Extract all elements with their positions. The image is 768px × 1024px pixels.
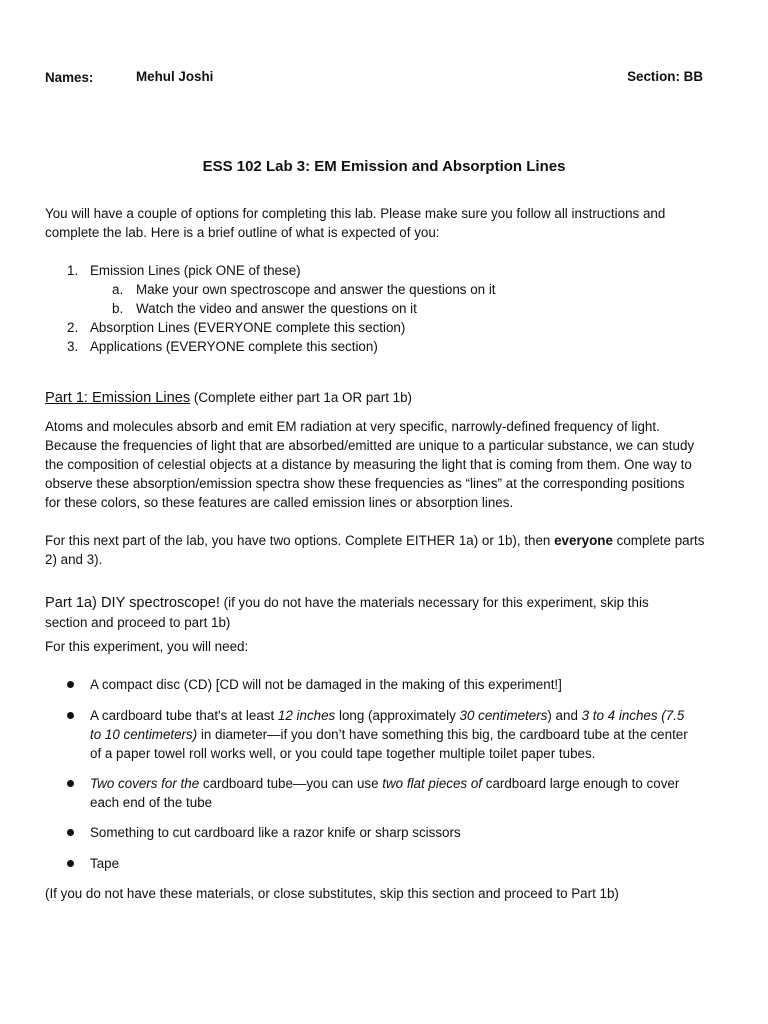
paragraph-line: Because the frequencies of light that are absorbed/emitted are unique to a particular substance, we can study: [45, 438, 695, 453]
text-run: complete parts: [612, 533, 705, 548]
bullet-text: A compact disc (CD) [CD will not be damaged in the making of this experiment!]: [90, 677, 562, 692]
outline-number: 2.: [67, 320, 79, 335]
bullet-text: Something to cut cardboard like a razor knife or sharp scissors: [90, 825, 461, 840]
outline-letter: b.: [112, 301, 124, 316]
outline-subitem-a: [112, 280, 496, 299]
closing-note: (If you do not have these materials, or close substitutes, skip this section and proceed to Part 1b): [45, 886, 619, 901]
bullet-line: each end of the tube: [90, 795, 213, 810]
part1a-label: Part 1a): [45, 595, 101, 611]
outline-text: Applications (EVERYONE complete this section): [90, 339, 378, 354]
text-run: cardboard large enough to cover: [485, 776, 680, 791]
paragraph-line: [45, 531, 725, 550]
outline-text: Make your own spectroscope and answer the questions on it: [136, 282, 496, 297]
outline-item-1: [67, 261, 301, 280]
part1a-title: DIY spectroscope!: [100, 595, 220, 611]
paragraph-line: for these colors, so these features are called emission lines or absorption lines.: [45, 495, 514, 510]
paragraph-line: the composition of celestial objects at a distance by measuring the light that is coming from them. One way to: [45, 457, 692, 472]
intro-line: complete the lab. Here is a brief outline of what is expected of you:: [45, 225, 440, 240]
bullet-icon: [67, 860, 74, 867]
bullet-icon: [67, 681, 74, 688]
outline-text: Emission Lines (pick ONE of these): [90, 263, 301, 278]
part1-paragraph: [45, 417, 725, 512]
outline-letter: a.: [112, 282, 124, 297]
italic-text: 30 centimeters: [459, 708, 548, 723]
bullet-line: of a paper towel roll works well, or you could tape together multiple toilet paper tubes.: [90, 746, 596, 761]
paragraph-line: 2) and 3).: [45, 552, 103, 567]
bullet-icon: [67, 780, 74, 787]
student-name: Mehul Joshi: [136, 69, 214, 84]
part1-heading: [45, 388, 725, 408]
part1a-note: (if you do not have the materials necessary for this experiment, skip this: [219, 595, 649, 610]
outline-text: Absorption Lines (EVERYONE complete this section): [90, 320, 406, 335]
italic-text: Two covers for the: [90, 776, 203, 791]
bullet-text: [90, 706, 720, 763]
italic-text: 3 to 4 inches (7.5: [581, 708, 685, 723]
part1-heading-note: (Complete either part 1a OR part 1b): [190, 390, 412, 405]
bullet-line: [90, 725, 720, 744]
paragraph-line: Atoms and molecules absorb and emit EM radiation at very specific, narrowly-defined frequency of light.: [45, 419, 660, 434]
options-paragraph: [45, 531, 725, 569]
text-run: long (approximately: [335, 708, 460, 723]
italic-text: two flat pieces of: [382, 776, 486, 791]
materials-intro: For this experiment, you will need:: [45, 639, 249, 654]
outline-number: 3.: [67, 339, 79, 354]
bullet-text: [90, 774, 720, 812]
names-label: Names:: [45, 70, 94, 85]
text-run: A cardboard tube that's at least: [90, 708, 278, 723]
outline-item-3: [67, 337, 378, 356]
text-run: cardboard tube—you can use: [202, 776, 383, 791]
bullet-text: Tape: [90, 856, 120, 871]
text-run: ) and: [547, 708, 582, 723]
intro-paragraph: [45, 204, 725, 242]
page-title: ESS 102 Lab 3: EM Emission and Absorption Lines: [202, 158, 566, 175]
emphasis-text: everyone: [554, 533, 613, 548]
text-run: For this next part of the lab, you have two options. Complete EITHER 1a) or 1b), then: [45, 533, 555, 548]
text-run: in diameter—if you don’t have something this big, the cardboard tube at the center: [197, 727, 688, 742]
bullet-icon: [67, 829, 74, 836]
bullet-icon: [67, 712, 74, 719]
part1a-heading: [45, 593, 725, 632]
outline-number: 1.: [67, 263, 79, 278]
bullet-line: [90, 706, 720, 725]
outline-item-2: [67, 318, 405, 337]
bullet-line: [90, 774, 720, 793]
italic-text: to 10 centimeters): [90, 727, 198, 742]
paragraph-line: observe these absorption/emission spectra show these frequencies as “lines” at the corresponding positions: [45, 476, 685, 491]
italic-text: 12 inches: [277, 708, 336, 723]
heading-line: section and proceed to part 1b): [45, 615, 231, 630]
part1-heading-text: Part 1: Emission Lines: [45, 390, 191, 406]
intro-line: You will have a couple of options for completing this lab. Please make sure you follow all instructions and: [45, 206, 666, 221]
outline-subitem-b: [112, 299, 417, 318]
section-label: Section: BB: [627, 69, 703, 84]
heading-line: [45, 593, 725, 613]
outline-text: Watch the video and answer the questions on it: [136, 301, 417, 316]
